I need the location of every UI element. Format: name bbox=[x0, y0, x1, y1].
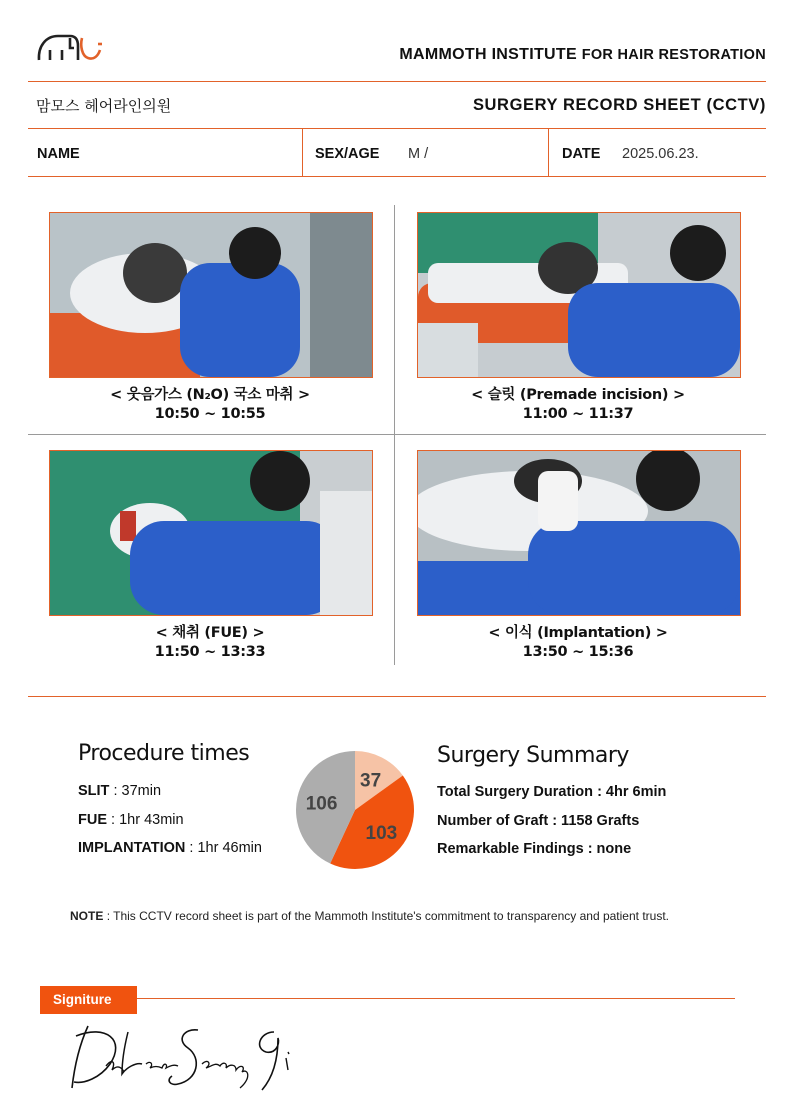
procedure-value: : 1hr 46min bbox=[189, 840, 262, 856]
summary-label: Remarkable Findings bbox=[437, 841, 584, 857]
signature-rule bbox=[137, 998, 735, 999]
grid-divider-horizontal bbox=[28, 434, 766, 435]
mammoth-logo bbox=[36, 26, 108, 66]
brand-sub: FOR HAIR RESTORATION bbox=[581, 47, 766, 63]
procedure-row bbox=[78, 783, 161, 799]
summary-value: : 4hr 6min bbox=[597, 784, 667, 800]
procedure-label: SLIT bbox=[78, 783, 110, 799]
surgery-photo-implantation bbox=[417, 450, 741, 616]
photo-caption: < 슬릿 (Premade incision) > bbox=[471, 387, 685, 403]
procedure-row bbox=[78, 812, 184, 828]
summary-value: : 1158 Grafts bbox=[552, 813, 640, 829]
pie-data-label: 37 bbox=[360, 770, 382, 792]
surgery-photo-slit bbox=[417, 212, 741, 378]
procedure-label: IMPLANTATION bbox=[78, 840, 186, 856]
summary-row bbox=[437, 784, 666, 800]
sex-age-label: SEX/AGE bbox=[315, 146, 380, 162]
note bbox=[70, 909, 669, 923]
procedure-value: : 37min bbox=[113, 783, 162, 799]
name-label: NAME bbox=[37, 146, 80, 162]
procedure-times-title: Procedure times bbox=[78, 741, 250, 766]
date-label: DATE bbox=[562, 146, 601, 162]
summary-label: Number of Graft bbox=[437, 813, 549, 829]
note-label: NOTE bbox=[70, 909, 104, 923]
info-rule bbox=[28, 176, 766, 177]
handwritten-signature bbox=[66, 1018, 302, 1094]
procedure-label: FUE bbox=[78, 812, 107, 828]
info-divider bbox=[302, 129, 303, 176]
photo-time: 11:50 ~ 13:33 bbox=[154, 644, 266, 660]
pie-data-label: 103 bbox=[365, 822, 398, 844]
photo-time: 13:50 ~ 15:36 bbox=[522, 644, 634, 660]
info-divider bbox=[548, 129, 549, 176]
summary-value: : none bbox=[587, 841, 632, 857]
procedure-pie-chart bbox=[294, 749, 416, 871]
title-rule bbox=[28, 128, 766, 129]
summary-row bbox=[437, 841, 631, 857]
photo-time: 10:50 ~ 10:55 bbox=[154, 406, 266, 422]
photo-time: 11:00 ~ 11:37 bbox=[522, 406, 634, 422]
sex-age-value: M / bbox=[408, 146, 429, 162]
brand-main: MAMMOTH INSTITUTE bbox=[399, 46, 577, 63]
summary-row bbox=[437, 813, 639, 829]
surgery-photo-anesthesia bbox=[49, 212, 373, 378]
photo-caption: < 이식 (Implantation) > bbox=[488, 625, 668, 641]
clinic-name: 맘모스 헤어라인의원 bbox=[36, 97, 172, 115]
summary-label: Total Surgery Duration bbox=[437, 784, 594, 800]
note-text: : This CCTV record sheet is part of the Mammoth Institute's commitment to transparency and patient trust. bbox=[106, 909, 669, 923]
section-rule bbox=[28, 696, 766, 697]
sheet-title: SURGERY RECORD SHEET (CCTV) bbox=[472, 96, 766, 114]
pie-data-label: 106 bbox=[305, 793, 338, 815]
grid-divider-vertical bbox=[394, 205, 395, 665]
procedure-value: : 1hr 43min bbox=[111, 812, 184, 828]
header-rule bbox=[28, 81, 766, 82]
procedure-row bbox=[78, 840, 262, 856]
date-value: 2025.06.23. bbox=[622, 146, 699, 162]
photo-caption: < 채취 (FUE) > bbox=[155, 625, 265, 641]
brand-name bbox=[399, 46, 766, 64]
signature-label: Signiture bbox=[40, 986, 137, 1014]
surgery-summary-title: Surgery Summary bbox=[437, 743, 629, 768]
surgery-photo-fue bbox=[49, 450, 373, 616]
photo-caption: < 웃음가스 (N₂O) 국소 마취 > bbox=[110, 387, 310, 403]
